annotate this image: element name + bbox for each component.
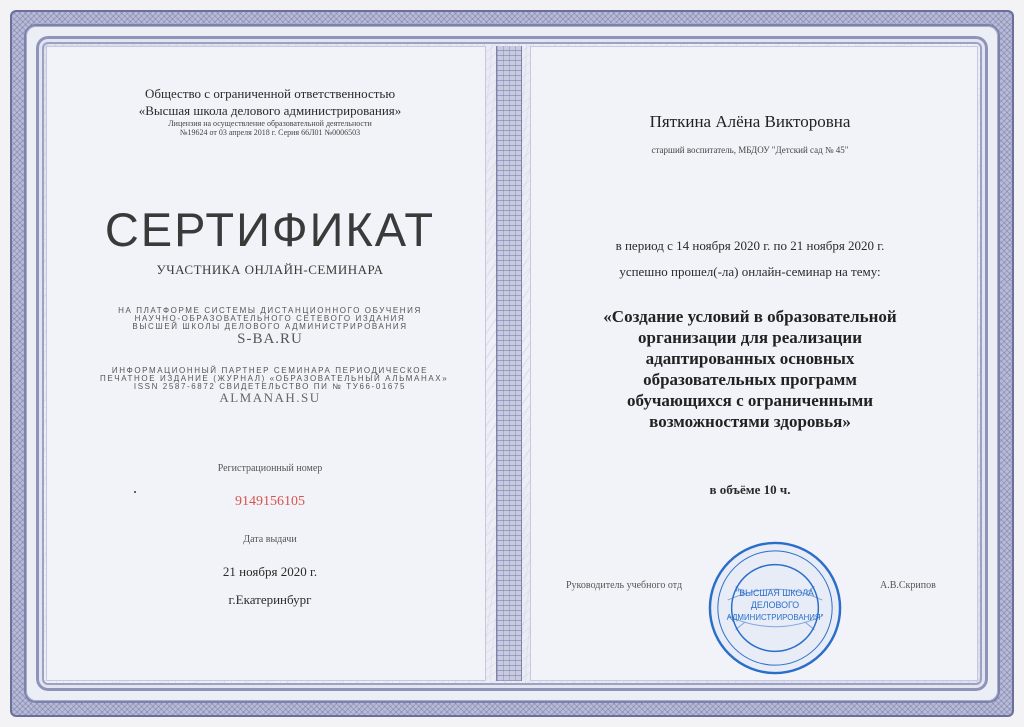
platform-line3: ВЫСШЕЙ ШКОЛЫ ДЕЛОВОГО АДМИНИСТРИРОВАНИЯ (132, 322, 408, 331)
registration-number: 9149156105 (235, 494, 305, 509)
center-ornament-strip (496, 46, 522, 681)
platform-line2: НАУЧНО-ОБРАЗОВАТЕЛЬНОГО СЕТЕВОГО ИЗДАНИЯ (134, 314, 406, 323)
partner-line2: ПЕЧАТНОЕ ИЗДАНИЕ (ЖУРНАЛ) «ОБРАЗОВАТЕЛЬНЫЙ АЛЬМАНАХ» (100, 374, 449, 383)
recipient-position: старший воспитатель, МБДОУ "Детский сад № 45" (651, 145, 849, 155)
certificate-title: СЕРТИФИКАТ (104, 203, 436, 256)
seminar-volume: в объёме 10 ч. (709, 482, 791, 497)
left-panel (46, 46, 486, 681)
signature-name: А.В.Скрипов (880, 580, 936, 591)
certificate-subtitle: УЧАСТНИКА ОНЛАЙН-СЕМИНАРА (156, 262, 384, 277)
seminar-passed-text: успешно прошел(-ла) онлайн-семинар на тему: (619, 264, 881, 279)
issue-city: г.Екатеринбург (228, 592, 312, 607)
org-name-line2: «Высшая школа делового администрирования» (138, 103, 402, 118)
partner-site: ALMANAH.SU (219, 390, 321, 405)
signature-label: Руководитель учебного отд (566, 580, 683, 591)
topic-line: возможностями здоровья» (649, 412, 851, 431)
license-line2: №19624 от 03 апреля 2018 г. Серия 66Л01 №0006503 (179, 128, 361, 137)
topic-line: адаптированных основных (645, 349, 855, 368)
topic-line: «Создание условий в образовательной (603, 307, 897, 326)
registration-label: Регистрационный номер (217, 463, 323, 474)
stamp-line1: "ВЫСШАЯ ШКОЛА (736, 588, 814, 599)
official-stamp-icon (706, 539, 844, 677)
recipient-name: Пяткина Алёна Викторовна (649, 112, 851, 131)
license-line1: Лицензия на осуществление образовательной деятельности (168, 119, 372, 128)
platform-site: S-BA.RU (237, 331, 303, 347)
org-name-line1: Общество с ограниченной ответственностью (144, 86, 396, 101)
topic-line: образовательных программ (643, 370, 857, 389)
seminar-period: в период с 14 ноября 2020 г. по 21 ноября 2020 г. (615, 238, 885, 253)
issue-date: 21 ноября 2020 г. (222, 564, 318, 579)
topic-line: организации для реализации (637, 328, 862, 347)
partner-line1: ИНФОРМАЦИОННЫЙ ПАРТНЕР СЕМИНАРА ПЕРИОДИЧЕСКОЕ (111, 366, 429, 375)
stray-dot (134, 491, 136, 493)
partner-line3: ISSN 2587-6872 СВИДЕТЕЛЬСТВО ПИ № ТУ66-01675 (133, 382, 407, 391)
topic-line: обучающихся с ограниченными (626, 391, 873, 410)
issue-date-label: Дата выдачи (243, 534, 297, 545)
seminar-topic (555, 306, 945, 432)
platform-line1: НА ПЛАТФОРМЕ СИСТЕМЫ ДИСТАНЦИОННОГО ОБУЧЕНИЯ (118, 306, 422, 315)
stamp-line2: ДЕЛОВОГО (750, 600, 800, 610)
stamp-line3: АДМИНИСТРИРОВАНИЯ" (726, 612, 824, 622)
